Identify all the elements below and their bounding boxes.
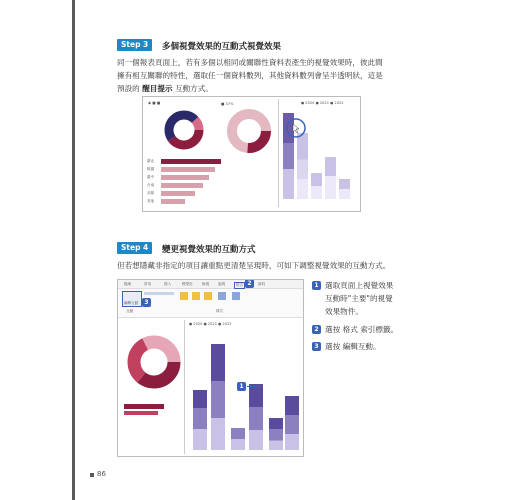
- tab-format[interactable]: 格式: [236, 283, 244, 287]
- callout-number: 1: [312, 281, 321, 290]
- format-icon[interactable]: [232, 292, 240, 300]
- hbar: [161, 199, 185, 204]
- screenshot-highlight-interaction: [142, 96, 361, 212]
- step4-title: 變更視覺效果的互動方式: [162, 245, 256, 255]
- tab-modeling[interactable]: 模型化: [182, 282, 193, 286]
- callout-text: 效果物件。: [325, 307, 363, 316]
- callout-text: 選按 格式 索引標籤。: [325, 325, 399, 334]
- hbar: [124, 404, 164, 409]
- callout-item: [312, 323, 432, 336]
- edit-interactions-button[interactable]: [122, 291, 142, 307]
- column: [325, 157, 336, 199]
- format-icon[interactable]: [180, 292, 188, 300]
- callout-text: 選按 編輯互動。: [325, 342, 381, 351]
- column: [269, 418, 283, 450]
- column-legend: ● 2020 ● 2021 ● 2022: [301, 101, 344, 105]
- hbar-label: 其他: [147, 199, 155, 203]
- hbar-chart: [147, 159, 257, 209]
- callout-text: 選取頁面上視覺效果: [325, 281, 394, 290]
- ribbon-group-label: 互動: [126, 309, 134, 313]
- column: [211, 344, 225, 450]
- callout-number: 3: [312, 342, 321, 351]
- column: [249, 384, 263, 450]
- callout-list: [312, 279, 432, 353]
- hbar-label: 桃園: [147, 167, 155, 171]
- hbar-label: 台南: [147, 183, 155, 187]
- tab-insert[interactable]: 插入: [164, 282, 172, 286]
- page-number-marker: [90, 473, 94, 477]
- callout-item: [312, 340, 432, 353]
- step4-badge: Step 4: [117, 242, 152, 254]
- ribbon-group-label: 樣式: [216, 309, 224, 313]
- tab-home[interactable]: 常用: [144, 282, 152, 286]
- callout-2-marker: 2: [245, 279, 254, 288]
- step3-paragraph: 同一個報表頁面上，若有多個以相同或關聯性資料表產生的視覺效果時，彼此間 擁有相互關聯的特性，選取任一個資料數列，其他資料數列會呈半透明狀，這是 預設的 醒目提示 互動方式。: [117, 58, 383, 93]
- hbar-label: 臺北: [147, 159, 155, 163]
- format-icon[interactable]: [192, 292, 200, 300]
- stacked-column-chart: [278, 99, 359, 207]
- column: [339, 179, 350, 199]
- column: [193, 390, 207, 450]
- tab-data[interactable]: 資料: [258, 282, 266, 286]
- column: [231, 428, 245, 450]
- column-legend: ● 2020 ● 2021 ● 2022: [189, 322, 232, 326]
- page-number: 86: [97, 470, 106, 478]
- callout-1-leader: [247, 386, 261, 387]
- column: [285, 396, 299, 450]
- edit-interactions-label: 編輯互動: [124, 301, 139, 305]
- ribbon-body: [118, 289, 303, 318]
- column: [297, 133, 308, 199]
- hbar: [124, 411, 158, 415]
- tab-help[interactable]: 說明: [218, 282, 226, 286]
- hbar: [161, 191, 195, 196]
- callout-text: 互動時"主要"的視覺: [325, 294, 393, 303]
- column: [311, 173, 322, 199]
- screenshot-edit-interactions: [117, 279, 304, 457]
- callout-number: 2: [312, 325, 321, 334]
- donut-chart-2: [225, 107, 273, 155]
- callout-3-marker: 3: [142, 298, 151, 307]
- format-icon[interactable]: [204, 292, 212, 300]
- callout-1-marker: 1: [237, 382, 246, 391]
- selection-circle: [285, 117, 307, 139]
- donut-chart-large: [124, 332, 184, 392]
- donut-chart-1: [163, 109, 205, 151]
- hbar-label: 高雄: [147, 191, 155, 195]
- page-sidebar-bar: [72, 0, 75, 500]
- tab-file[interactable]: 檔案: [124, 282, 132, 286]
- hbar: [161, 159, 221, 164]
- tab-view[interactable]: 檢視: [202, 282, 210, 286]
- hbar-label: 臺中: [147, 175, 155, 179]
- ribbon-control[interactable]: [144, 292, 174, 295]
- donut2-label: ■ 37%: [221, 102, 234, 106]
- callout-item: [312, 279, 432, 318]
- hbar: [161, 183, 203, 188]
- format-icon[interactable]: [218, 292, 226, 300]
- stacked-column-chart-2: [184, 320, 303, 454]
- step4-paragraph: 但若想隱藏非指定的項目讓重點更清楚呈現時，可如下調整視覺效果的互動方式。: [117, 261, 391, 270]
- step3-title: 多個視覺效果的互動式視覺效果: [162, 42, 282, 52]
- hbar: [161, 175, 209, 180]
- hbar: [161, 167, 215, 172]
- ribbon-tabs: [118, 280, 303, 289]
- donut1-legend: ◉ ■ ■: [148, 101, 161, 105]
- step3-badge: Step 3: [117, 39, 152, 51]
